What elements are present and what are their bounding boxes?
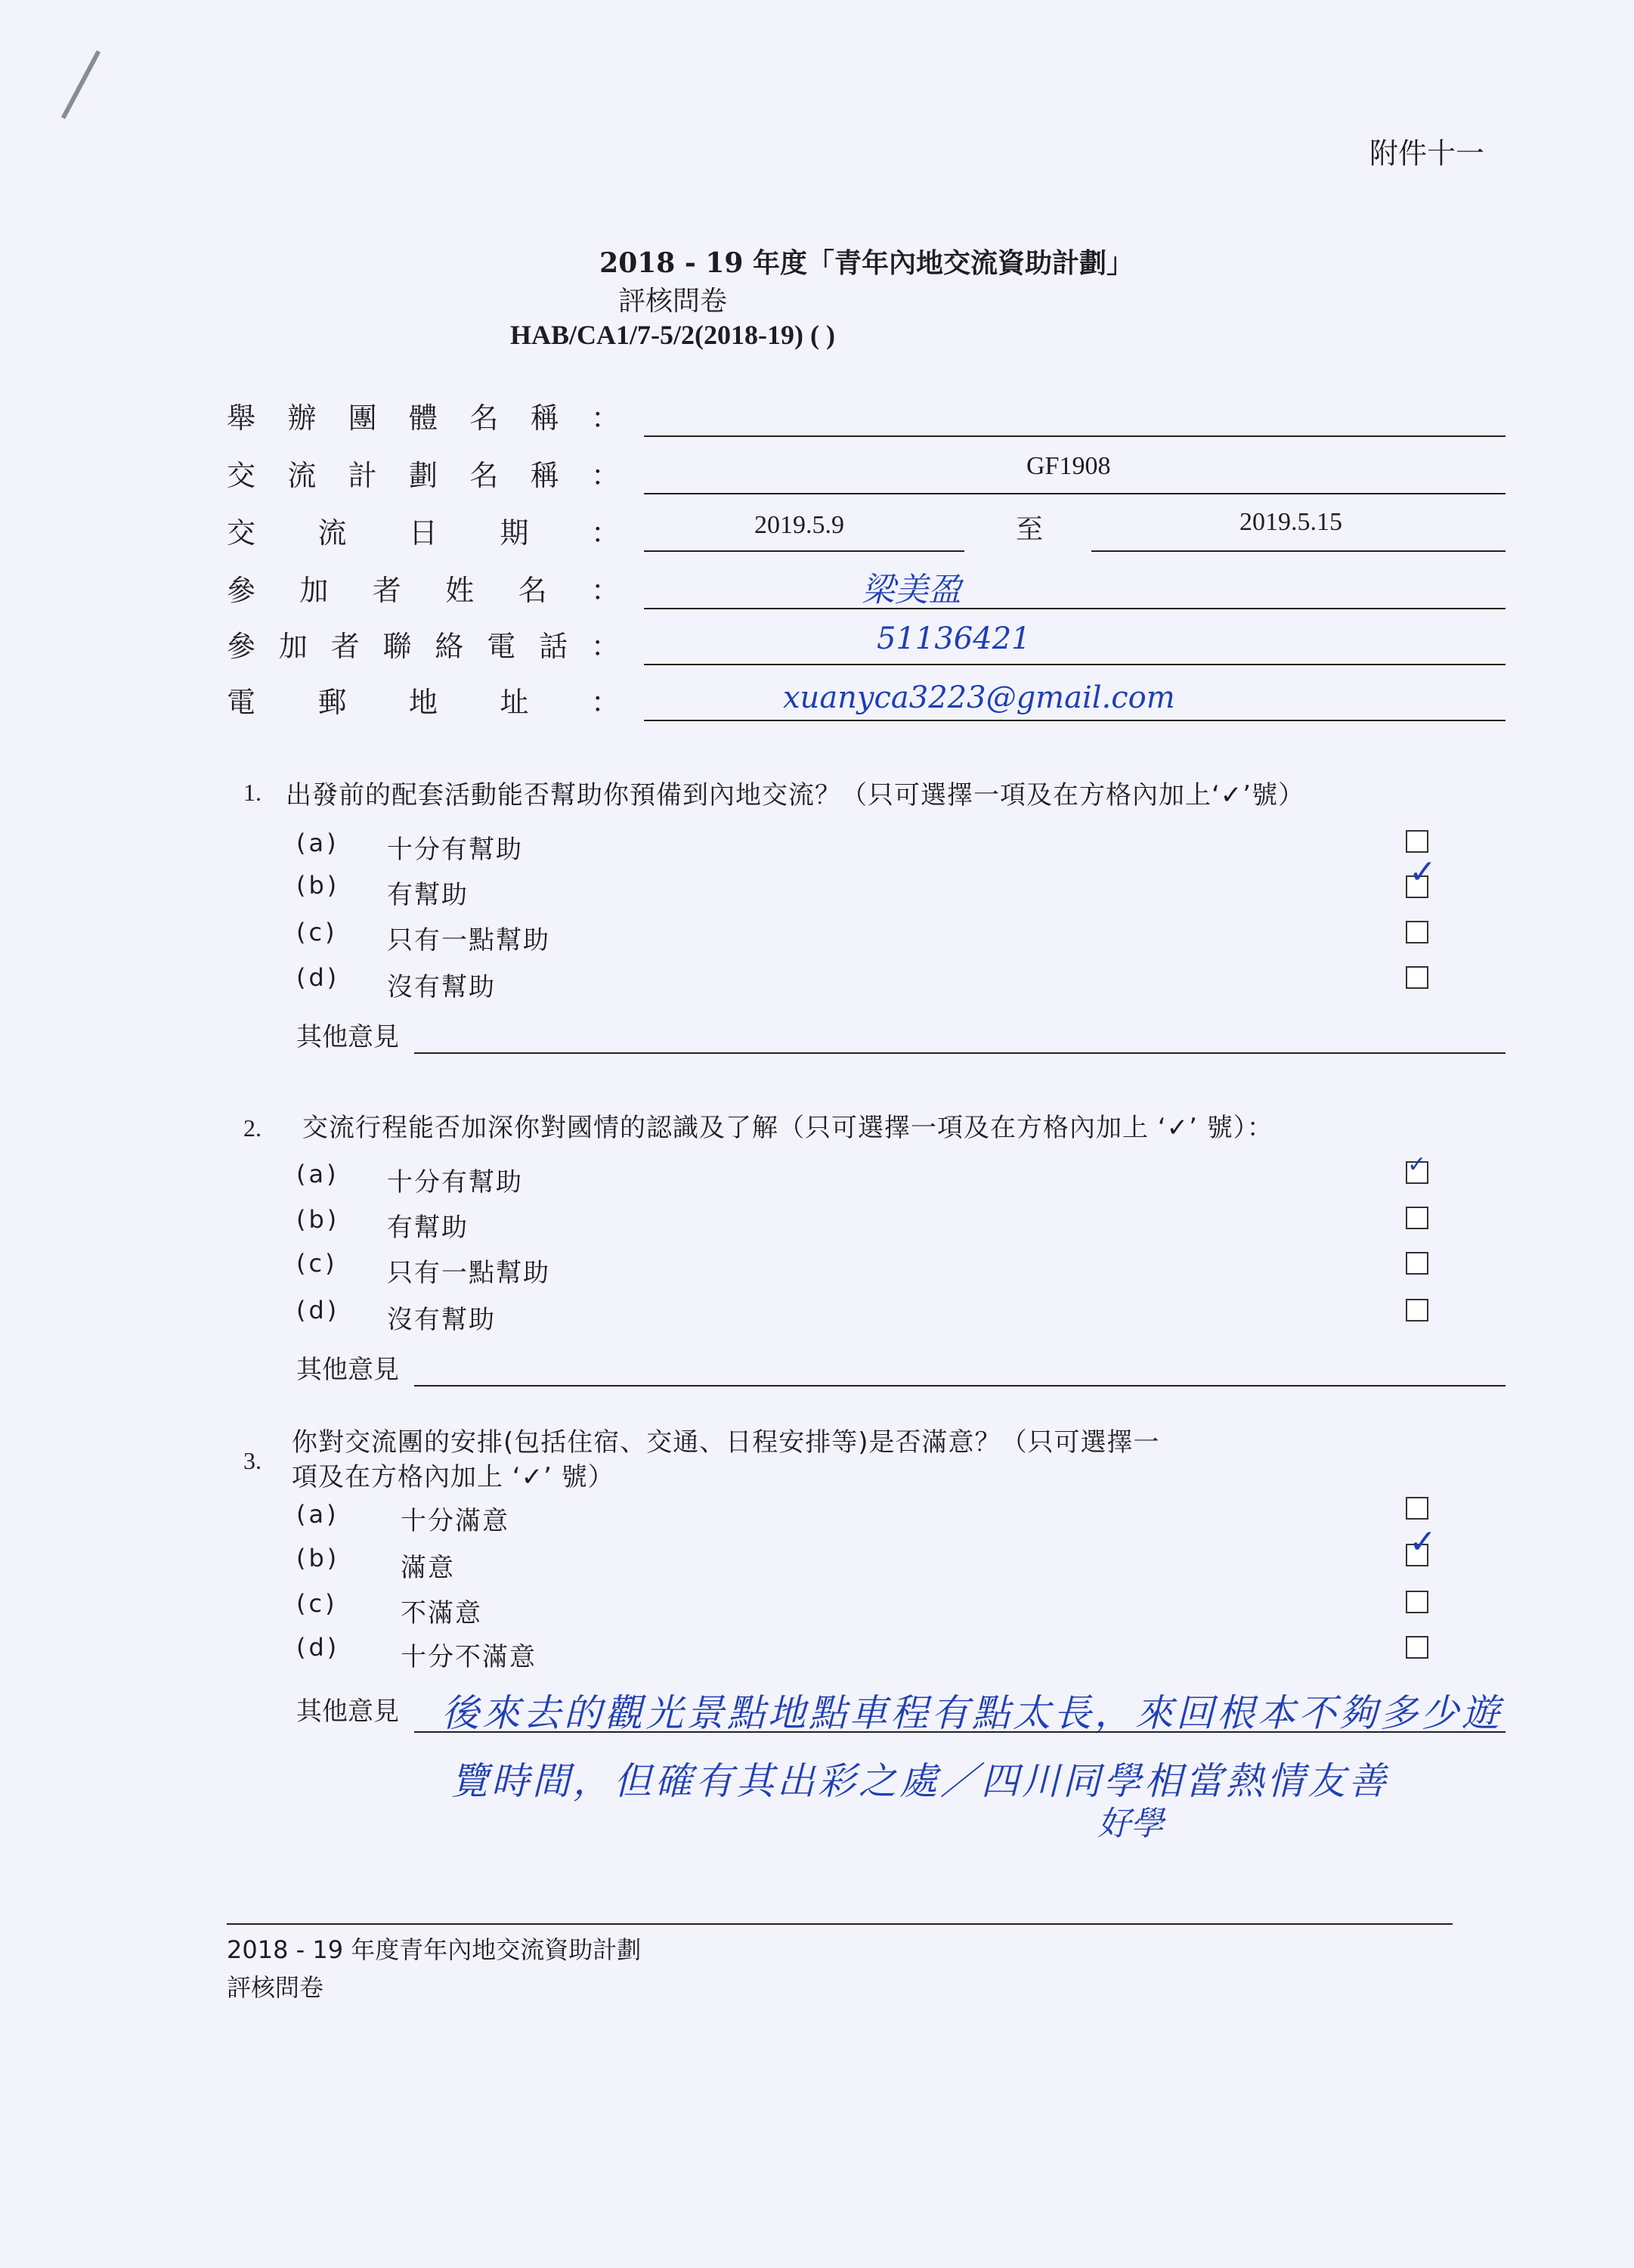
field-label-char: 交 (227, 516, 256, 550)
field-label-char: 計 (348, 459, 377, 492)
field-label-char: 郵 (317, 686, 347, 719)
field-label-char: ： (590, 459, 620, 492)
email-line (644, 720, 1506, 721)
program-name-value[interactable]: GF1908 (1026, 452, 1111, 480)
field-label-char: 加 (299, 574, 329, 607)
q3-option-d-checkbox[interactable] (1406, 1636, 1428, 1659)
q3-option-b-text: 滿意 (401, 1553, 455, 1583)
form-title (0, 242, 1134, 280)
q1-other-comments-line[interactable] (414, 1052, 1506, 1054)
q1-option-d-checkbox[interactable] (1406, 966, 1428, 989)
q2-option-a-text: 十分有幫助 (387, 1167, 523, 1198)
date-from-value[interactable]: 2019.5.9 (754, 511, 844, 539)
q3-option-b-letter: (b) (296, 1544, 340, 1572)
q3-option-d-letter: (d) (296, 1633, 340, 1662)
q3-option-b-tick-icon: ✓ (1409, 1523, 1437, 1561)
field-label-char: 電 (487, 630, 516, 663)
phone-label (227, 623, 620, 665)
question-1-number: 1. (243, 779, 262, 806)
field-label-char: 名 (469, 459, 499, 492)
field-label-char: 流 (287, 459, 317, 492)
q1-option-c-letter: (c) (296, 918, 338, 947)
q1-option-b-tick-icon: ✓ (1409, 853, 1437, 891)
field-label-char: 姓 (445, 574, 475, 607)
field-label-char: 交 (227, 459, 256, 492)
exchange-date-label (227, 510, 620, 551)
q2-option-d-checkbox[interactable] (1406, 1299, 1428, 1321)
field-label-char: ： (590, 401, 620, 435)
field-label-char: 地 (408, 686, 438, 719)
question-3-text-line2: 項及在方格內加上 ‘✓’ 號） (292, 1462, 614, 1492)
q2-other-comments-line[interactable] (414, 1385, 1506, 1387)
q2-option-c-checkbox[interactable] (1406, 1252, 1428, 1275)
q2-option-b-checkbox[interactable] (1406, 1207, 1428, 1229)
field-label-char: 稱 (530, 459, 559, 492)
field-label-char: 加 (278, 630, 308, 663)
form-title-text: 2018 - 19 年度「青年內地交流資助計劃」 (599, 247, 1134, 279)
email-label (227, 679, 620, 720)
footer-line2: 評核問卷 (227, 1973, 324, 2002)
q3-other-comments-label: 其他意見 (296, 1696, 399, 1727)
field-label-char: 話 (539, 630, 568, 663)
field-label-char: ： (590, 516, 620, 550)
field-label-char: 劃 (408, 459, 438, 492)
q1-option-a-text: 十分有幫助 (387, 835, 523, 865)
q1-option-a-checkbox[interactable] (1406, 830, 1428, 853)
q1-option-c-text: 只有一點幫助 (387, 925, 550, 956)
q3-other-comments-line1[interactable]: 後來去的觀光景點地點車程有點太長，來回根本不夠多少遊 (441, 1691, 1502, 1735)
q2-option-c-letter: (c) (296, 1249, 338, 1278)
participant-name-label (227, 567, 620, 609)
q3-option-a-text: 十分滿意 (401, 1506, 509, 1536)
org-name-label (227, 395, 620, 436)
q3-option-c-text: 不滿意 (401, 1598, 482, 1628)
field-label-char: 稱 (530, 401, 559, 435)
date-to-word: 至 (1016, 514, 1044, 545)
q1-option-b-text: 有幫助 (387, 880, 469, 910)
date-to-value[interactable]: 2019.5.15 (1239, 508, 1342, 536)
date-from-line (644, 550, 964, 552)
q2-option-d-text: 沒有幫助 (387, 1305, 496, 1335)
q3-other-comments-line (414, 1731, 1506, 1733)
staple-mark (61, 50, 101, 119)
annex-label: 附件十一 (1369, 137, 1485, 170)
question-2-text: 交流行程能否加深你對國情的認識及了解（只可選擇一項及在方格內加上 ‘✓’ 號）： (302, 1113, 1273, 1143)
q2-option-a-letter: (a) (296, 1160, 339, 1188)
q2-option-a-tick-icon: ✓ (1407, 1151, 1427, 1178)
field-label-char: 聯 (382, 630, 412, 663)
participant-name-line (644, 608, 1506, 609)
email-value[interactable]: xuanyca3223@gmail.com (783, 680, 1175, 715)
q2-option-d-letter: (d) (296, 1296, 340, 1325)
participant-name-value[interactable]: 梁美盈 (862, 571, 961, 609)
q1-option-d-text: 沒有幫助 (387, 972, 496, 1002)
field-label-char: 辦 (287, 401, 317, 435)
footer-line1: 2018 - 19 年度青年內地交流資助計劃 (227, 1935, 642, 1964)
q3-other-comments-line2[interactable]: 覽時間，但確有其出彩之處／四川同學相當熱情友善 (450, 1759, 1389, 1803)
field-label-char: 者 (330, 630, 360, 663)
q2-other-comments-label: 其他意見 (296, 1355, 399, 1385)
field-label-char: 日 (408, 516, 438, 550)
q1-option-a-letter: (a) (296, 829, 339, 857)
org-name-line[interactable] (644, 435, 1506, 437)
q3-option-a-checkbox[interactable] (1406, 1497, 1428, 1520)
question-3-number: 3. (243, 1447, 262, 1474)
field-label-char: 參 (227, 630, 256, 663)
field-label-char: 團 (348, 401, 377, 435)
field-label-char: 絡 (435, 630, 464, 663)
question-3-text-line1: 你對交流團的安排(包括住宿、交通、日程安排等)是否滿意？（只可選擇一 (292, 1427, 1160, 1458)
q3-option-c-checkbox[interactable] (1406, 1591, 1428, 1613)
program-name-label (227, 452, 620, 494)
form-subtitle: 評核問卷 (617, 286, 727, 317)
field-label-char: 體 (408, 401, 438, 435)
q1-option-c-checkbox[interactable] (1406, 921, 1428, 943)
q3-option-a-letter: (a) (296, 1500, 339, 1529)
program-name-line (644, 493, 1506, 494)
question-2-number: 2. (243, 1114, 262, 1142)
field-label-char: 期 (500, 516, 529, 550)
field-label-char: 舉 (227, 401, 256, 435)
footer-rule (227, 1923, 1453, 1925)
field-label-char: 名 (518, 574, 547, 607)
phone-value[interactable]: 51136421 (877, 621, 1031, 656)
q3-other-comments-line3[interactable]: 好學 (1097, 1805, 1164, 1843)
field-label-char: 參 (227, 574, 256, 607)
q2-option-b-letter: (b) (296, 1205, 340, 1234)
question-1-text: 出發前的配套活動能否幫助你預備到內地交流？（只可選擇一項及在方格內加上‘✓’號） (286, 780, 1305, 810)
date-to-line (1091, 550, 1506, 552)
field-label-char: ： (590, 574, 620, 607)
q1-option-b-letter: (b) (296, 871, 340, 900)
phone-line (644, 664, 1506, 665)
field-label-char: 者 (372, 574, 401, 607)
q3-option-c-letter: (c) (296, 1589, 338, 1618)
q3-option-d-text: 十分不滿意 (401, 1642, 537, 1672)
field-label-char: 電 (227, 686, 256, 719)
field-label-char: 流 (317, 516, 347, 550)
field-label-char: 名 (469, 401, 499, 435)
q1-option-d-letter: (d) (296, 963, 340, 992)
q2-option-b-text: 有幫助 (387, 1213, 469, 1243)
q2-option-c-text: 只有一點幫助 (387, 1258, 550, 1288)
q1-other-comments-label: 其他意見 (296, 1022, 399, 1052)
form-reference: HAB/CA1/7-5/2(2018-19) ( ) (510, 320, 835, 350)
field-label-char: 址 (500, 686, 529, 719)
field-label-char: ： (590, 630, 620, 663)
field-label-char: ： (590, 686, 620, 719)
